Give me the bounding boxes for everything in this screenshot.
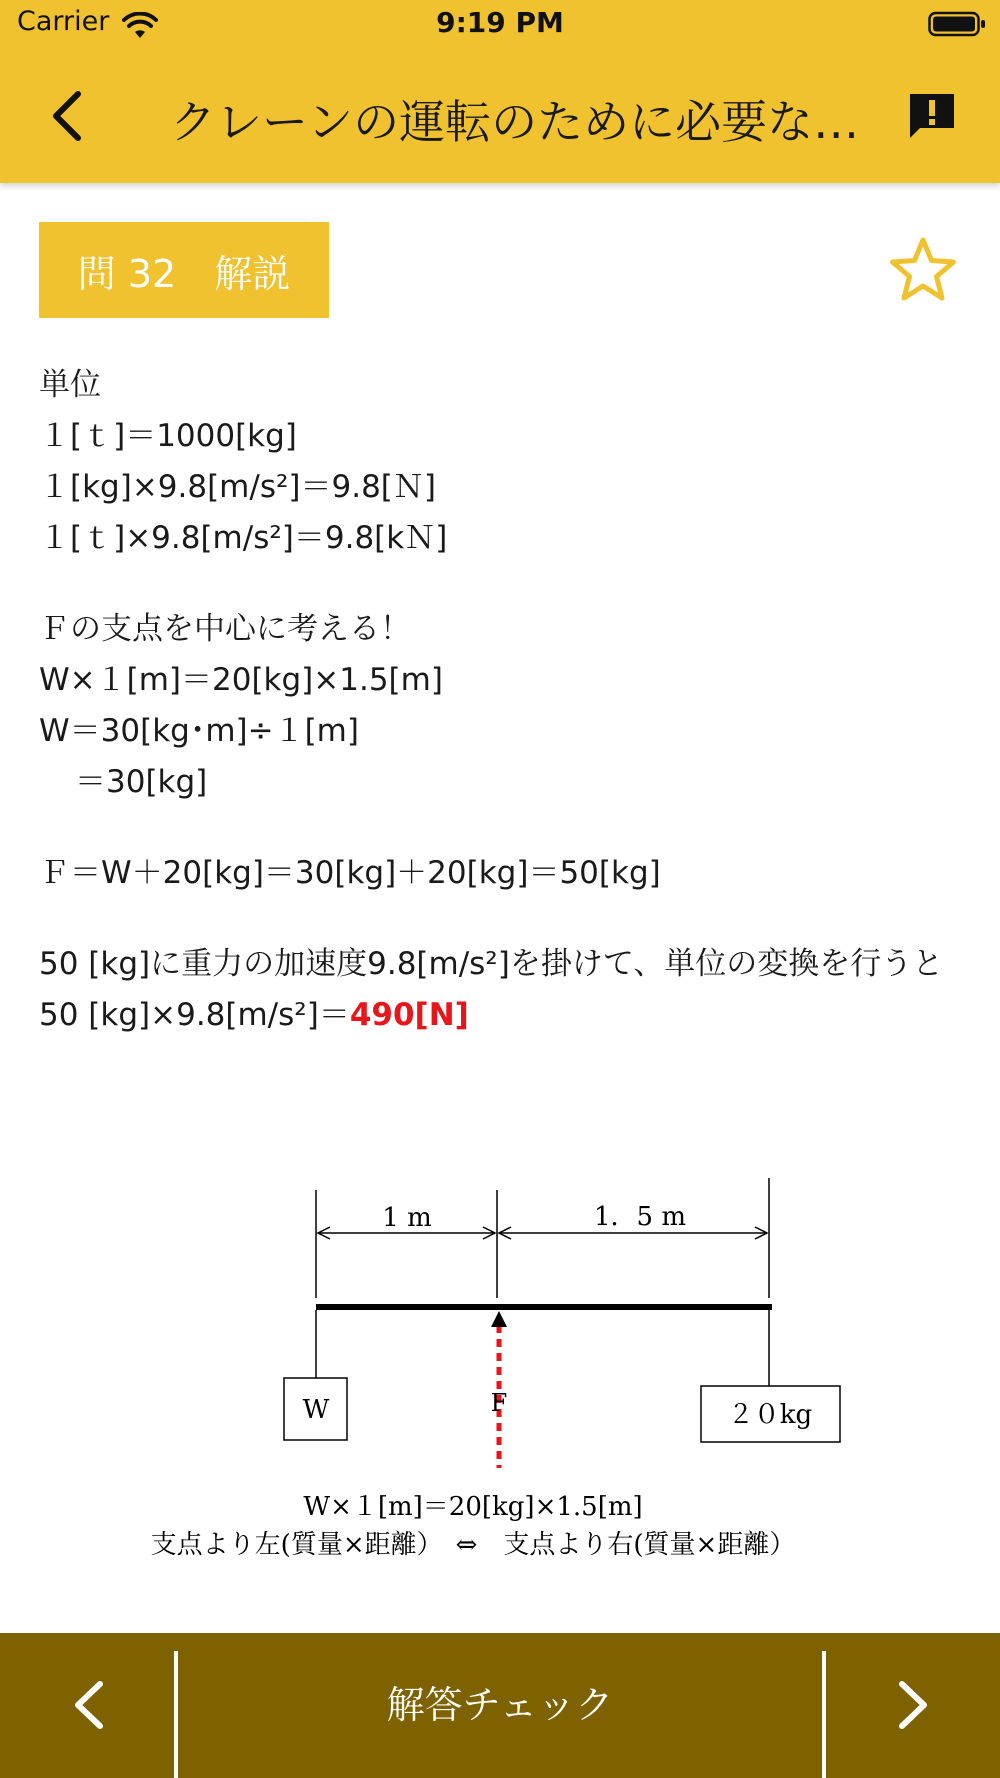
diagram-caption: 支点より左(質量×距離） ⇔ 支点より右(質量×距離） — [150, 1530, 796, 1560]
status-time: 9:19 PM — [436, 6, 564, 39]
moment-line: Ｆの支点を中心に考える！ — [39, 611, 411, 647]
result-value: 490[N] — [349, 997, 469, 1033]
right-weight-label: ２０kg — [727, 1400, 813, 1430]
result-line — [39, 990, 959, 1041]
next-question-button[interactable] — [892, 1680, 932, 1730]
back-button[interactable] — [46, 88, 90, 144]
toolbar-divider — [822, 1651, 826, 1778]
result-prefix: 50 [kg]×9.8[m/s²]＝ — [39, 997, 350, 1033]
dimension-right-label: 1．5 m — [593, 1202, 687, 1232]
moment-line: ＝30[kg] — [75, 764, 208, 800]
answer-check-button[interactable]: 解答チェック — [386, 1683, 614, 1727]
explanation-text — [39, 360, 959, 1041]
star-outline-icon[interactable] — [888, 236, 958, 302]
feedback-icon[interactable] — [906, 90, 958, 142]
previous-question-button[interactable] — [70, 1680, 110, 1730]
question-badge: 問 32 解説 — [39, 222, 329, 318]
pivot-label: F — [490, 1389, 508, 1417]
moment-line: W＝30[kg･m]÷１[m] — [39, 713, 359, 749]
nav-title: クレーンの運転のために必要な… — [170, 95, 860, 149]
force-line: Ｆ＝W＋20[kg]＝30[kg]＋20[kg]＝50[kg] — [39, 855, 661, 891]
conversion-text: 50 [kg]に重力の加速度9.8[m/s²]を掛けて、単位の変換を行うと — [39, 946, 944, 982]
lever-diagram — [120, 1170, 880, 1570]
unit-line: １[kg]×9.8[m/s²]＝9.8[Ｎ] — [39, 469, 436, 505]
moment-line: W×１[m]＝20[kg]×1.5[m] — [39, 662, 443, 698]
unit-line: １[ｔ]＝1000[kg] — [39, 418, 297, 454]
diagram-equation: W×１[m]＝20[kg]×1.5[m] — [303, 1492, 643, 1522]
left-weight-label: W — [302, 1395, 330, 1425]
app-header — [0, 0, 1000, 183]
status-carrier: Carrier — [17, 6, 110, 37]
units-heading: 単位 — [39, 367, 101, 403]
unit-line: １[ｔ]×9.8[m/s²]＝9.8[kＮ] — [39, 520, 448, 556]
dimension-left-label: 1 m — [382, 1203, 432, 1233]
battery-icon — [928, 10, 986, 38]
